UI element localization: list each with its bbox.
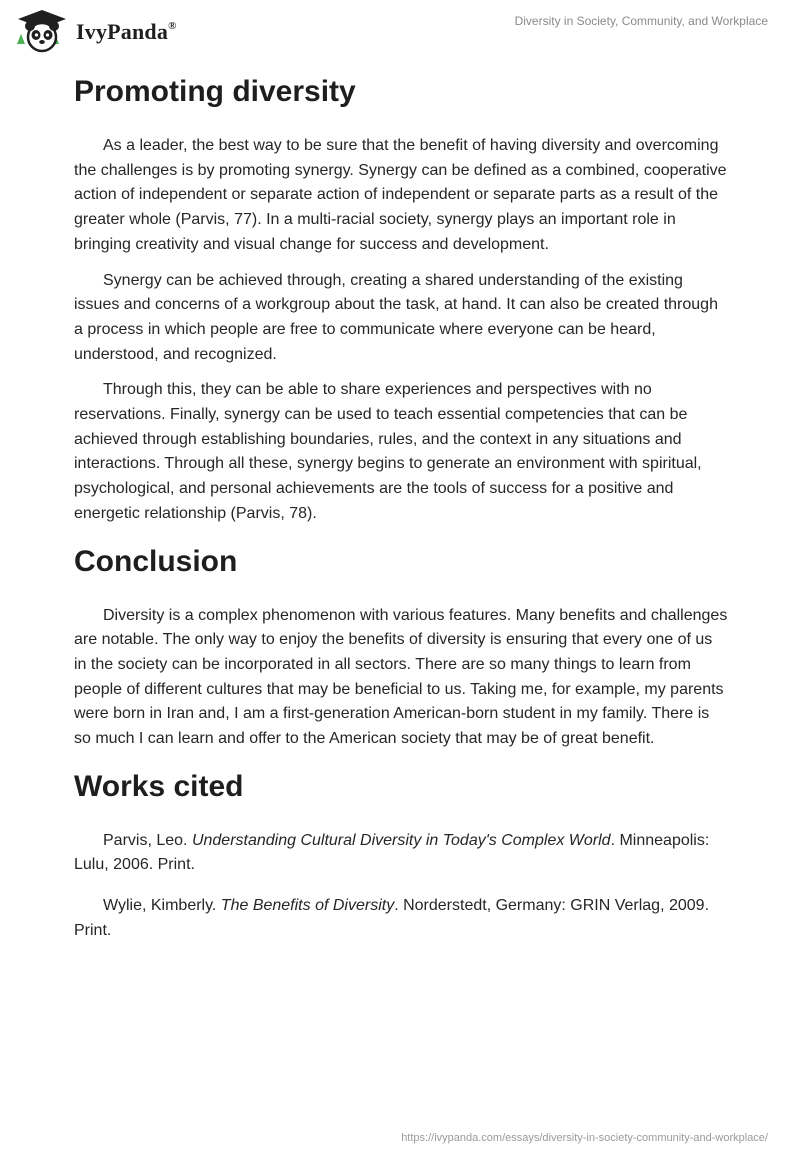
- ivypanda-logo[interactable]: [14, 8, 177, 54]
- brand-name: IvyPanda®: [76, 19, 177, 44]
- section-heading: Promoting diversity: [74, 75, 356, 108]
- paragraph: Synergy can be achieved through, creating a shared understanding of the existing issues and concerns of a workgroup about the task, at hand. It can also be created through a process in which people are free to communicate where everyone can be heard, understood, and recognized.: [74, 271, 718, 363]
- section-heading: Conclusion: [74, 544, 238, 578]
- citation-title: The Benefits of Diversity: [220, 897, 395, 915]
- section-heading: Works cited: [74, 769, 244, 803]
- section-works-cited: [74, 765, 728, 944]
- section-promoting-diversity: [74, 70, 728, 527]
- citation: Wylie, Kimberly. The Benefits of Diversity. Norderstedt, Germany: GRIN Verlag, 2009. Print.: [74, 897, 710, 939]
- page-header: [0, 0, 800, 60]
- essay-content: [74, 70, 728, 944]
- citation-title: Understanding Cultural Diversity in Today's Complex World: [191, 831, 611, 849]
- citation: Parvis, Leo. Understanding Cultural Diversity in Today's Complex World. Minneapolis: Lulu, 2006. Print.: [74, 831, 710, 874]
- paragraph: Diversity is a complex phenomenon with various features. Many benefits and challenges are notable. The only way to enjoy the benefits of diversity is ensuring that every one of us in the society can be incorporated in all sectors. There are so many things to learn from people of different cultures that may be beneficial to us. Taking me, for example, my parents were born in Iran and, I am a first-generation American-born student in my family. There is so much I can learn and offer to the American society that may be of great benefit.: [74, 606, 728, 748]
- paragraph: Through this, they can be able to share experiences and perspectives with no reservations. Finally, synergy can be used to teach essential competencies that can be achieved through establishing boundaries, rules, and the context in any situations and interactions. Through all these, synergy begins to generate an environment with spiritual, psychological, and personal achievements are the tools of success for a positive and energetic relationship (Parvis, 78).: [74, 381, 702, 522]
- document-title: Diversity in Society, Community, and Workplace: [514, 14, 768, 28]
- panda-graduate-icon: [14, 8, 70, 54]
- paragraph: As a leader, the best way to be sure that the benefit of having diversity and overcoming the challenges is by promoting synergy. Synergy can be defined as a combined, cooperative action of independent or separate action of independent or separate parts as a result of the greater whole (Parvis, 77). In a multi-racial society, synergy plays an important role in bringing creativity and visual change for success and development.: [74, 137, 727, 253]
- source-url-link[interactable]: https://ivypanda.com/essays/diversity-in-society-community-and-workplace/: [401, 1132, 768, 1144]
- section-conclusion: [74, 540, 728, 752]
